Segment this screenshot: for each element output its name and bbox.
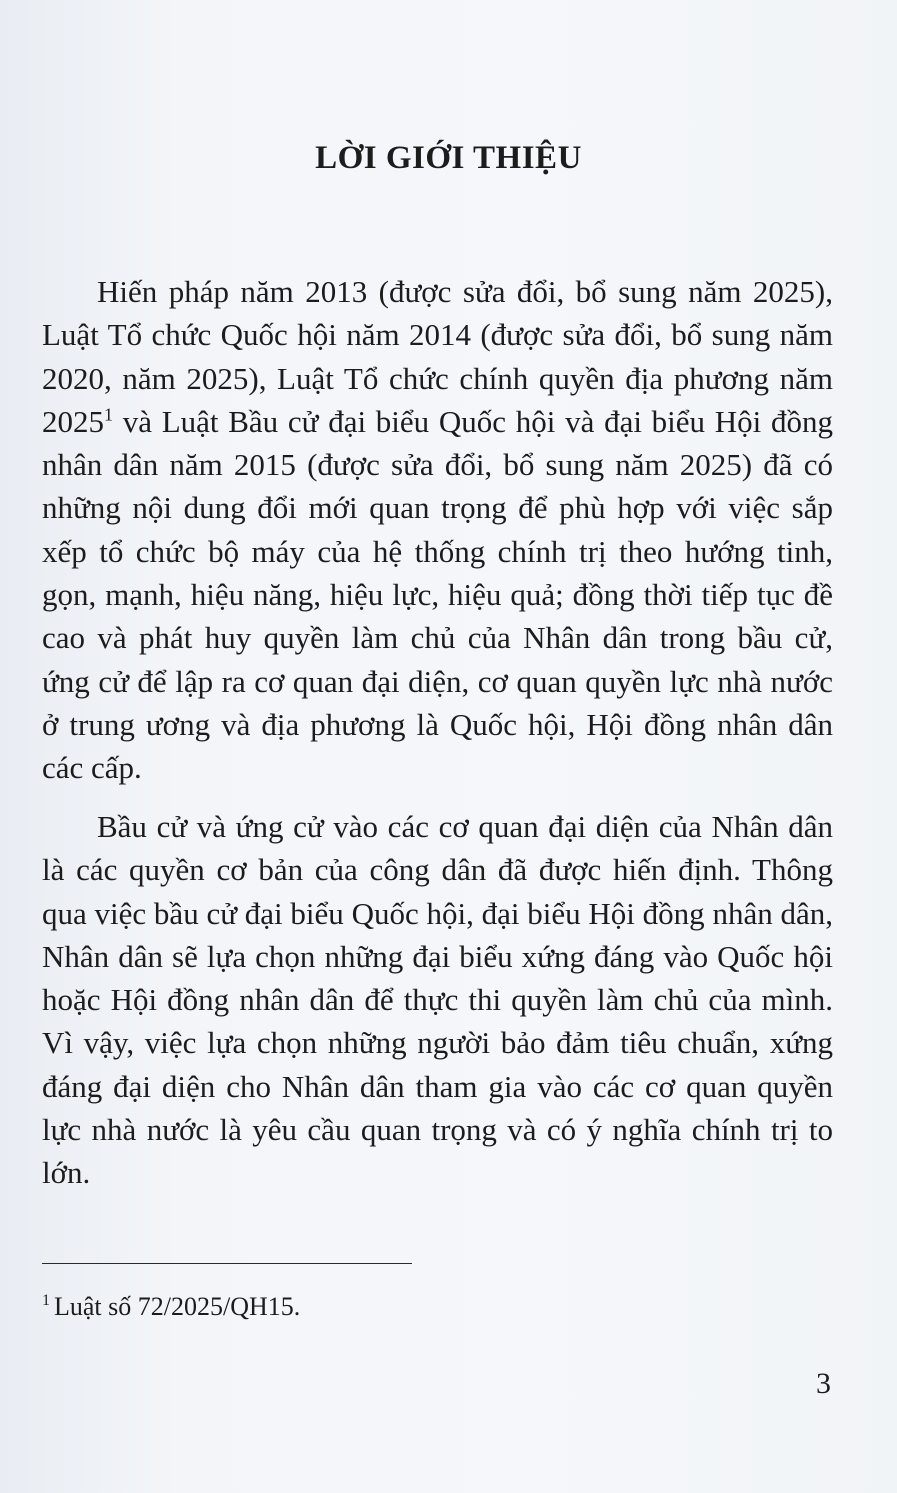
paragraph-1 [42, 270, 833, 790]
page-number: 3 [816, 1367, 831, 1400]
page-title: LỜI GIỚI THIỆU [315, 140, 582, 176]
footnote-text: Luật số 72/2025/QH15. [54, 1292, 301, 1321]
footnote [42, 1292, 300, 1322]
footnote-reference: 1 [104, 404, 113, 425]
footnote-mark: 1 [42, 1292, 50, 1310]
paragraph-2 [42, 805, 833, 1195]
paragraph-1-text-b: và Luật Bầu cử đại biểu Quốc hội và đại biểu Hội đồng nhân dân năm 2015 (được sửa đổi, bổ sung năm 2025) đã có những nội dung đổi mới quan trọng để phù hợp với việc sắp xếp tổ chức bộ máy của hệ thống chính trị theo hướng tinh, gọn, mạnh, hiệu năng, hiệu lực, hiệu quả; đồng thời tiếp tục đề cao và phát huy quyền làm chủ của Nhân dân trong bầu cử, ứng cử để lập ra cơ quan đại diện, cơ quan quyền lực nhà nước ở trung ương và địa phương là Quốc hội, Hội đồng nhân dân các cấp. [42, 403, 833, 786]
footnote-divider [42, 1263, 412, 1264]
paragraph-2-text: Bầu cử và ứng cử vào các cơ quan đại diện của Nhân dân là các quyền cơ bản của công dân đã được hiến định. Thông qua việc bầu cử đại biểu Quốc hội, đại biểu Hội đồng nhân dân, Nhân dân sẽ lựa chọn những đại biểu xứng đáng vào Quốc hội hoặc Hội đồng nhân dân để thực thi quyền làm chủ của mình. Vì vậy, việc lựa chọn những người bảo đảm tiêu chuẩn, xứng đáng đại diện cho Nhân dân tham gia vào các cơ quan quyền lực nhà nước là yêu cầu quan trọng và có ý nghĩa chính trị to lớn. [42, 809, 833, 1191]
paragraph-1-text-a: Hiến pháp năm 2013 (được sửa đổi, bổ sung năm 2025), Luật Tổ chức Quốc hội năm 2014 (được sửa đổi, bổ sung năm 2020, năm 2025), Luật Tổ chức chính quyền địa phương năm 2025 [42, 274, 833, 439]
